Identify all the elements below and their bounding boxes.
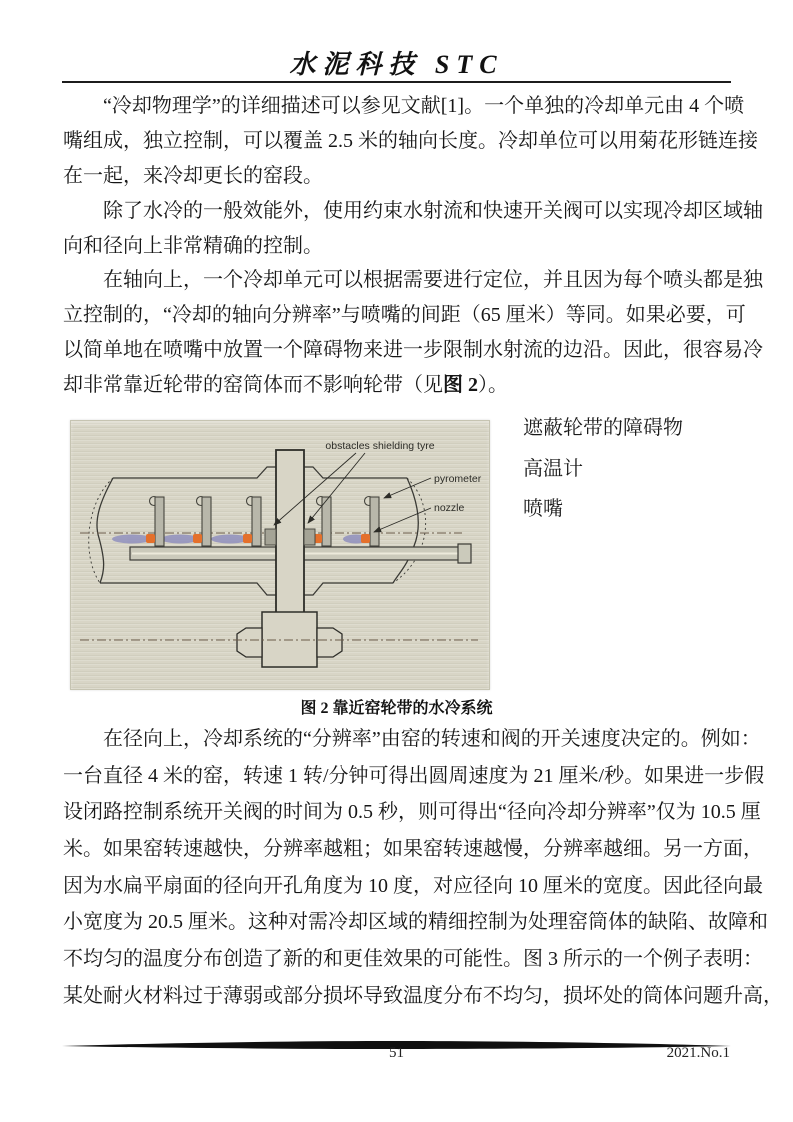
- body-line: 嘴组成，独立控制，可以覆盖 2.5 米的轴向长度。冷却单位可以用菊花形链连接: [63, 129, 758, 152]
- body-line: 因为水扁平扇面的径向开孔角度为 10 度，对应径向 10 厘米的宽度。因此径向最: [63, 874, 763, 897]
- body-line: 在一起，来冷却更长的窑段。: [63, 164, 323, 187]
- footer-page-number: 51: [389, 1045, 404, 1061]
- body-line: 立控制的，“冷却的轴向分辨率”与喷嘴的间距（65 厘米）等同。如果必要，可: [63, 304, 746, 327]
- body-line: “冷却物理学”的详细描述可以参见文献[1]。一个单独的冷却单元由 4 个喷: [63, 95, 745, 117]
- page-title: 水泥科技 STC: [289, 50, 504, 79]
- figure-side-labels: [523, 417, 683, 520]
- body-line: 小宽度为 20.5 厘米。这种对需冷却区域的精细控制为处理窑筒体的缺陷、故障和: [63, 911, 768, 934]
- side-label-nozzle: 喷嘴: [523, 498, 563, 520]
- footer-issue-label: 2021.No.1: [666, 1045, 730, 1061]
- body-text-block-1: [63, 89, 763, 403]
- side-label-obstacles: 遮蔽轮带的障碍物: [523, 417, 683, 439]
- body-line: 向和径向上非常精确的控制。: [63, 234, 323, 257]
- body-line: 不均匀的温度分布创造了新的和更佳效果的可能性。图 3 所示的一个例子表明：: [63, 948, 763, 971]
- body-text-block-2: [63, 721, 783, 1015]
- obstacles-label: obstacles shielding tyre: [325, 440, 435, 452]
- side-label-pyrometer: 高温计: [523, 457, 583, 480]
- pyrometer-arrow: [384, 478, 431, 498]
- body-line: 以简单地在喷嘴中放置一个障碍物来进一步限制水射流的边沿。因此，很容易冷: [63, 339, 763, 362]
- pyrometer-label: pyrometer: [434, 473, 482, 485]
- body-line: 米。如果窑转速越快，分辨率越粗；如果窑转速越慢，分辨率越细。另一方面，: [63, 838, 763, 861]
- body-line: [63, 368, 733, 403]
- nozzle-label: nozzle: [434, 502, 465, 514]
- body-line: 在轴向上，一个冷却单元可以根据需要进行定位，并且因为每个喷头都是独: [63, 269, 763, 292]
- nozzle-arrow: [374, 508, 431, 532]
- kiln-tyre: [276, 450, 304, 613]
- body-line: 在径向上，冷却系统的“分辨率”由窑的转速和阀的开关速度决定的。例如：: [63, 728, 761, 750]
- body-line: 某处耐火材料过于薄弱或部分损坏导致温度分布不均匀，损坏处的筒体问题升高，: [63, 984, 783, 1007]
- figure-caption: 图 2 靠近窑轮带的水冷系统: [300, 700, 493, 717]
- body-line-text: 却非常靠近轮带的窑筒体而不影响轮带（见: [63, 374, 443, 397]
- figure-2-diagram: [70, 420, 490, 690]
- body-line: 设闭路控制系统开关阀的时间为 0.5 秒，则可得出“径向冷却分辨率”仅为 10.5 厘: [63, 801, 761, 824]
- body-line-text: ）。: [478, 374, 508, 397]
- body-line: 除了水冷的一般效能外，使用约束水射流和快速开关阀可以实现冷却区域轴: [63, 199, 763, 222]
- header-rule: [62, 81, 731, 83]
- body-line: 一台直径 4 米的窑，转速 1 转/分钟可得出圆周速度为 21 厘米/秒。如果进一步假: [63, 764, 765, 787]
- figure-reference: 图 2: [443, 374, 478, 397]
- water-cooling-diagram: [70, 420, 490, 690]
